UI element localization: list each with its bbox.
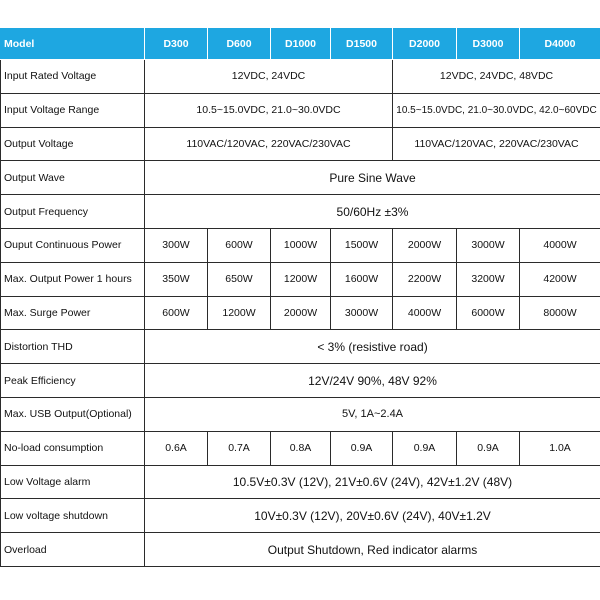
model-d1000: D1000	[271, 28, 331, 60]
value-d300: 350W	[145, 262, 208, 296]
value-all: 12V/24V 90%, 48V 92%	[145, 364, 600, 398]
value-d3000: 6000W	[457, 296, 520, 330]
value-group-b: 10.5~15.0VDC, 21.0~30.0VDC, 42.0~60VDC	[393, 93, 600, 127]
value-d600: 600W	[208, 228, 271, 262]
row-label: Output Frequency	[1, 195, 145, 229]
value-d1500: 0.9A	[331, 431, 393, 465]
header-row	[1, 28, 600, 60]
row-label: Peak Efficiency	[1, 364, 145, 398]
value-all: 50/60Hz ±3%	[145, 195, 600, 229]
value-d1000: 1200W	[271, 262, 331, 296]
model-d600: D600	[208, 28, 271, 60]
row-no-load-consumption	[1, 431, 600, 465]
row-max-output-power	[1, 262, 600, 296]
value-all: < 3% (resistive road)	[145, 330, 600, 364]
row-label: Output Wave	[1, 161, 145, 195]
value-all: 10V±0.3V (12V), 20V±0.6V (24V), 40V±1.2V	[145, 499, 600, 533]
row-distortion-thd	[1, 330, 600, 364]
row-label: Low Voltage alarm	[1, 465, 145, 499]
header-label: Model	[1, 28, 145, 60]
row-input-voltage-range	[1, 93, 600, 127]
row-output-voltage	[1, 127, 600, 161]
value-all: Pure Sine Wave	[145, 161, 600, 195]
row-input-rated-voltage	[1, 60, 600, 94]
value-group-a: 12VDC, 24VDC	[145, 60, 393, 94]
value-d300: 600W	[145, 296, 208, 330]
row-continuous-power	[1, 228, 600, 262]
value-d300: 300W	[145, 228, 208, 262]
value-d300: 0.6A	[145, 431, 208, 465]
row-max-usb-output	[1, 397, 600, 431]
value-group-b: 110VAC/120VAC, 220VAC/230VAC	[393, 127, 600, 161]
row-label: Low voltage shutdown	[1, 499, 145, 533]
value-d4000: 8000W	[520, 296, 600, 330]
value-d600: 650W	[208, 262, 271, 296]
row-label: Max. USB Output(Optional)	[1, 397, 145, 431]
value-d600: 1200W	[208, 296, 271, 330]
value-d3000: 0.9A	[457, 431, 520, 465]
value-d4000: 1.0A	[520, 431, 600, 465]
row-label: Input Rated Voltage	[1, 60, 145, 94]
value-d1000: 0.8A	[271, 431, 331, 465]
row-label: Output Voltage	[1, 127, 145, 161]
value-group-a: 10.5~15.0VDC, 21.0~30.0VDC	[145, 93, 393, 127]
model-d3000: D3000	[457, 28, 520, 60]
row-max-surge-power	[1, 296, 600, 330]
row-output-wave	[1, 161, 600, 195]
row-label: Overload	[1, 533, 145, 567]
row-peak-efficiency	[1, 364, 600, 398]
value-d2000: 2200W	[393, 262, 457, 296]
row-label: Max. Output Power 1 hours	[1, 262, 145, 296]
value-group-b: 12VDC, 24VDC, 48VDC	[393, 60, 600, 94]
model-d300: D300	[145, 28, 208, 60]
value-d1000: 1000W	[271, 228, 331, 262]
row-label: Ouput Continuous Power	[1, 228, 145, 262]
value-d2000: 2000W	[393, 228, 457, 262]
model-d4000: D4000	[520, 28, 600, 60]
model-d1500: D1500	[331, 28, 393, 60]
value-all: 5V, 1A~2.4A	[145, 397, 600, 431]
value-all: 10.5V±0.3V (12V), 21V±0.6V (24V), 42V±1.2V (48V)	[145, 465, 600, 499]
row-label: No-load consumption	[1, 431, 145, 465]
row-low-voltage-alarm	[1, 465, 600, 499]
value-d1000: 2000W	[271, 296, 331, 330]
row-output-frequency	[1, 195, 600, 229]
value-d2000: 0.9A	[393, 431, 457, 465]
spec-table	[0, 27, 600, 567]
row-low-voltage-shutdown	[1, 499, 600, 533]
value-d1500: 1500W	[331, 228, 393, 262]
row-label: Input Voltage Range	[1, 93, 145, 127]
row-label: Distortion THD	[1, 330, 145, 364]
value-d4000: 4200W	[520, 262, 600, 296]
value-group-a: 110VAC/120VAC, 220VAC/230VAC	[145, 127, 393, 161]
value-d4000: 4000W	[520, 228, 600, 262]
row-label: Max. Surge Power	[1, 296, 145, 330]
model-d2000: D2000	[393, 28, 457, 60]
value-d1500: 1600W	[331, 262, 393, 296]
value-d3000: 3200W	[457, 262, 520, 296]
value-d2000: 4000W	[393, 296, 457, 330]
value-d3000: 3000W	[457, 228, 520, 262]
value-d600: 0.7A	[208, 431, 271, 465]
value-d1500: 3000W	[331, 296, 393, 330]
row-overload	[1, 533, 600, 567]
value-all: Output Shutdown, Red indicator alarms	[145, 533, 600, 567]
